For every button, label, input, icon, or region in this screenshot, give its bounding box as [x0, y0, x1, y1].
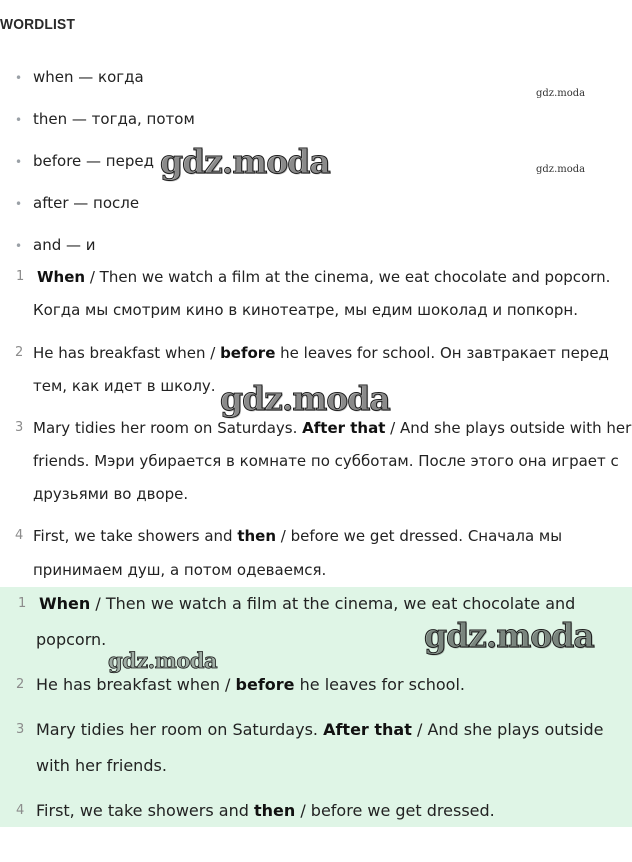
translation-line: Когда мы смотрим кино в кинотеатре, мы едим шоколад и попкорн.: [33, 301, 579, 319]
watermark-logo: gdz.moda: [536, 164, 586, 175]
sentence-text: / Then we watch a film at the cinema, we eat chocolate and popcorn.: [85, 268, 611, 286]
sentence-text: He has breakfast when /: [36, 675, 236, 694]
wordlist-item: [15, 109, 195, 130]
exercise-line: [33, 343, 609, 363]
translation-line: друзьями во дворе.: [33, 485, 189, 503]
exercise-line: [33, 418, 631, 438]
bullet-icon: •: [15, 71, 23, 85]
sentence-text: / And she plays outside: [411, 720, 604, 739]
answer-line: [36, 720, 603, 740]
watermark-logo: gdz.moda: [424, 616, 594, 655]
answer-word: then: [253, 801, 296, 820]
sentence-text: First, we take showers and: [33, 527, 238, 545]
answer-line: [39, 594, 575, 614]
wordlist-item: [15, 67, 144, 88]
bullet-icon: •: [15, 239, 23, 253]
answer-line: [36, 675, 465, 695]
sentence-text: he leaves for school.: [294, 675, 465, 694]
sentence-text: He has breakfast when /: [33, 344, 221, 362]
answer-word: After that: [302, 419, 386, 437]
answer-word: When: [37, 268, 86, 286]
answer-word: When: [39, 594, 91, 613]
wordlist-item: [15, 235, 96, 256]
wordlist-text: when — когда: [33, 68, 144, 86]
watermark-logo: gdz.moda: [536, 88, 586, 99]
answer-word: After that: [323, 720, 412, 739]
answer-line: popcorn.: [36, 630, 107, 649]
answer-line: with her friends.: [36, 756, 167, 775]
translation-line: friends. Мэри убирается в комнате по субботам. После этого она играет с: [33, 452, 619, 470]
answer-word: before: [220, 344, 276, 362]
bullet-icon: •: [15, 155, 23, 169]
watermark-logo: gdz.moda: [108, 648, 218, 673]
answer-line: [36, 801, 495, 821]
item-number: 1: [18, 596, 27, 611]
wordlist-text: before — перед: [33, 152, 154, 170]
answer-word: then: [237, 527, 277, 545]
item-number: 3: [15, 420, 24, 435]
bullet-icon: •: [15, 197, 23, 211]
sentence-text: / And she plays outside with her: [385, 419, 632, 437]
sentence-text: / before we get dressed.: [295, 801, 495, 820]
item-number: 4: [15, 528, 24, 543]
sentence-text: Mary tidies her room on Saturdays.: [36, 720, 324, 739]
page-title: WORDLIST: [0, 16, 76, 33]
watermark-logo: gdz.moda: [160, 142, 330, 181]
exercise-line: [37, 267, 610, 287]
exercise-line: [33, 526, 562, 546]
sentence-text: he leaves for school. Он завтракает перед: [275, 344, 609, 362]
bullet-icon: •: [15, 113, 23, 127]
wordlist-text: then — тогда, потом: [33, 110, 195, 128]
item-number: 4: [16, 803, 25, 818]
wordlist-item: [15, 151, 154, 172]
item-number: 1: [16, 269, 25, 284]
item-number: 3: [16, 722, 25, 737]
wordlist-item: [15, 193, 139, 214]
wordlist-text: and — и: [33, 236, 96, 254]
wordlist-text: after — после: [33, 194, 140, 212]
item-number: 2: [15, 345, 24, 360]
answer-word: before: [235, 675, 295, 694]
item-number: 2: [16, 677, 25, 692]
watermark-logo: gdz.moda: [220, 379, 390, 418]
translation-line: тем, как идет в школу.: [33, 377, 216, 395]
sentence-text: / before we get dressed. Сначала мы: [276, 527, 563, 545]
translation-line: принимаем душ, а потом одеваемся.: [33, 561, 327, 579]
sentence-text: First, we take showers and: [36, 801, 254, 820]
sentence-text: Mary tidies her room on Saturdays.: [33, 419, 303, 437]
sentence-text: / Then we watch a film at the cinema, we eat chocolate and: [90, 594, 576, 613]
